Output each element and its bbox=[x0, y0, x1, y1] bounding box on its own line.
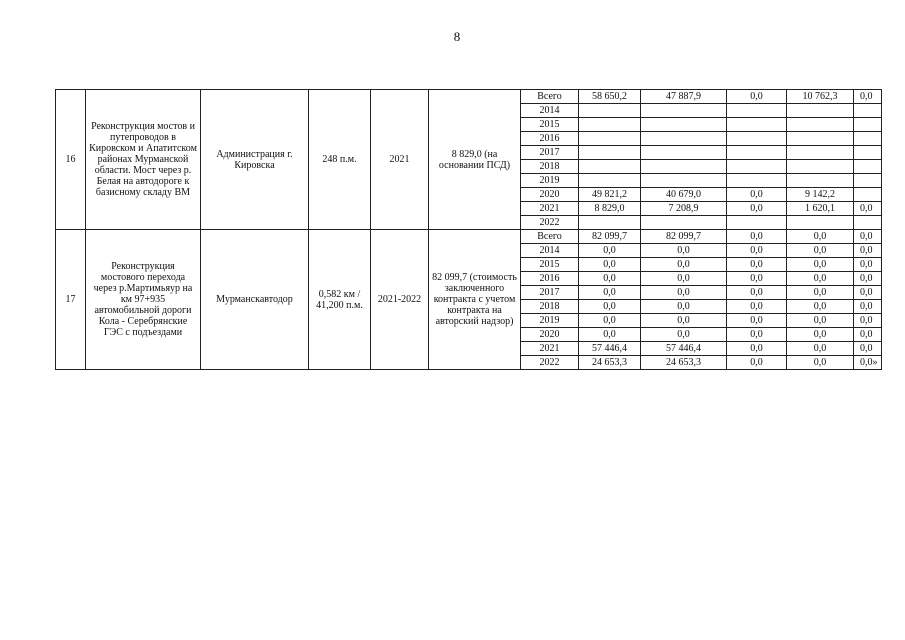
cell-municipal bbox=[787, 216, 854, 230]
cell-municipal: 0,0 bbox=[787, 244, 854, 258]
cell-year: 2021 bbox=[521, 342, 579, 356]
cell-federal bbox=[641, 104, 727, 118]
projects-table bbox=[55, 89, 882, 370]
cell-other bbox=[854, 104, 882, 118]
cell-municipal: 0,0 bbox=[787, 230, 854, 244]
cell-other: 0,0 bbox=[854, 272, 882, 286]
cell-other: 0,0 bbox=[854, 300, 882, 314]
cell-total: 49 821,2 bbox=[579, 188, 641, 202]
cell-regional bbox=[727, 216, 787, 230]
cell-year: 2020 bbox=[521, 188, 579, 202]
cell-other bbox=[854, 118, 882, 132]
cell-municipal bbox=[787, 146, 854, 160]
cell-municipal: 0,0 bbox=[787, 314, 854, 328]
table-body bbox=[56, 90, 882, 370]
cell-municipal bbox=[787, 118, 854, 132]
cell-municipal: 0,0 bbox=[787, 286, 854, 300]
cell-other bbox=[854, 188, 882, 202]
cell-total: 58 650,2 bbox=[579, 90, 641, 104]
cell-total bbox=[579, 118, 641, 132]
cell-year: 2019 bbox=[521, 174, 579, 188]
cell-regional: 0,0 bbox=[727, 244, 787, 258]
customer-name: Администрация г. Кировска bbox=[201, 90, 309, 230]
cell-municipal: 0,0 bbox=[787, 272, 854, 286]
cell-municipal: 10 762,3 bbox=[787, 90, 854, 104]
cell-federal: 0,0 bbox=[641, 314, 727, 328]
cell-municipal: 1 620,1 bbox=[787, 202, 854, 216]
cell-federal: 57 446,4 bbox=[641, 342, 727, 356]
cell-other: 0,0 bbox=[854, 342, 882, 356]
project-cost: 8 829,0 (на основании ПСД) bbox=[429, 90, 521, 230]
cell-regional bbox=[727, 160, 787, 174]
cell-federal: 82 099,7 bbox=[641, 230, 727, 244]
cell-total: 0,0 bbox=[579, 244, 641, 258]
cell-federal bbox=[641, 160, 727, 174]
project-cost: 82 099,7 (стоимость заключенного контракта с учетом контракта на авторский надзор) bbox=[429, 230, 521, 370]
cell-total bbox=[579, 216, 641, 230]
cell-federal: 0,0 bbox=[641, 244, 727, 258]
cell-total bbox=[579, 160, 641, 174]
cell-regional: 0,0 bbox=[727, 272, 787, 286]
cell-other: 0,0 bbox=[854, 328, 882, 342]
row-number: 16 bbox=[56, 90, 86, 230]
cell-federal bbox=[641, 216, 727, 230]
cell-municipal: 0,0 bbox=[787, 258, 854, 272]
cell-regional: 0,0 bbox=[727, 230, 787, 244]
cell-regional: 0,0 bbox=[727, 90, 787, 104]
cell-federal: 0,0 bbox=[641, 258, 727, 272]
cell-year: 2014 bbox=[521, 104, 579, 118]
cell-year: 2021 bbox=[521, 202, 579, 216]
cell-regional bbox=[727, 146, 787, 160]
cell-federal: 47 887,9 bbox=[641, 90, 727, 104]
project-capacity: 0,582 км / 41,200 п.м. bbox=[309, 230, 371, 370]
cell-total: 0,0 bbox=[579, 328, 641, 342]
cell-federal: 40 679,0 bbox=[641, 188, 727, 202]
cell-other: 0,0» bbox=[854, 356, 882, 370]
cell-other bbox=[854, 132, 882, 146]
cell-other bbox=[854, 160, 882, 174]
cell-municipal bbox=[787, 104, 854, 118]
cell-other bbox=[854, 174, 882, 188]
cell-other: 0,0 bbox=[854, 244, 882, 258]
project-description: Реконструкция мостов и путепроводов в Кировском и Апатитском районах Мурманской области. Мост через р. Белая на автодороге к базисному складу ВМ bbox=[86, 90, 201, 230]
cell-year: 2017 bbox=[521, 286, 579, 300]
cell-total: 82 099,7 bbox=[579, 230, 641, 244]
cell-year: 2017 bbox=[521, 146, 579, 160]
cell-municipal: 0,0 bbox=[787, 300, 854, 314]
cell-federal: 24 653,3 bbox=[641, 356, 727, 370]
cell-total: 24 653,3 bbox=[579, 356, 641, 370]
cell-municipal bbox=[787, 160, 854, 174]
cell-municipal: 0,0 bbox=[787, 342, 854, 356]
cell-year: Всего bbox=[521, 230, 579, 244]
cell-total bbox=[579, 104, 641, 118]
cell-other bbox=[854, 146, 882, 160]
cell-year: 2018 bbox=[521, 300, 579, 314]
cell-other: 0,0 bbox=[854, 202, 882, 216]
cell-year: 2022 bbox=[521, 216, 579, 230]
cell-federal bbox=[641, 146, 727, 160]
page-number: 8 bbox=[453, 29, 461, 44]
table-row bbox=[56, 90, 882, 104]
cell-year: 2016 bbox=[521, 132, 579, 146]
cell-regional: 0,0 bbox=[727, 188, 787, 202]
cell-other: 0,0 bbox=[854, 314, 882, 328]
cell-regional bbox=[727, 132, 787, 146]
cell-federal: 0,0 bbox=[641, 300, 727, 314]
project-capacity: 248 п.м. bbox=[309, 90, 371, 230]
cell-year: 2015 bbox=[521, 258, 579, 272]
cell-total: 0,0 bbox=[579, 314, 641, 328]
cell-federal: 0,0 bbox=[641, 272, 727, 286]
cell-regional bbox=[727, 118, 787, 132]
cell-regional bbox=[727, 174, 787, 188]
cell-regional: 0,0 bbox=[727, 342, 787, 356]
cell-regional: 0,0 bbox=[727, 314, 787, 328]
cell-year: 2018 bbox=[521, 160, 579, 174]
cell-regional bbox=[727, 104, 787, 118]
cell-federal bbox=[641, 174, 727, 188]
cell-regional: 0,0 bbox=[727, 356, 787, 370]
cell-total: 0,0 bbox=[579, 258, 641, 272]
cell-regional: 0,0 bbox=[727, 202, 787, 216]
cell-year: 2022 bbox=[521, 356, 579, 370]
cell-total: 0,0 bbox=[579, 286, 641, 300]
cell-federal bbox=[641, 118, 727, 132]
cell-year: 2015 bbox=[521, 118, 579, 132]
row-number: 17 bbox=[56, 230, 86, 370]
cell-total: 0,0 bbox=[579, 300, 641, 314]
cell-total bbox=[579, 174, 641, 188]
cell-other: 0,0 bbox=[854, 286, 882, 300]
cell-year: 2019 bbox=[521, 314, 579, 328]
cell-total bbox=[579, 132, 641, 146]
cell-regional: 0,0 bbox=[727, 286, 787, 300]
cell-regional: 0,0 bbox=[727, 328, 787, 342]
cell-regional: 0,0 bbox=[727, 300, 787, 314]
cell-year: Всего bbox=[521, 90, 579, 104]
cell-other bbox=[854, 216, 882, 230]
cell-regional: 0,0 bbox=[727, 258, 787, 272]
cell-other: 0,0 bbox=[854, 258, 882, 272]
cell-year: 2014 bbox=[521, 244, 579, 258]
cell-year: 2020 bbox=[521, 328, 579, 342]
project-description: Реконструкция мостового перехода через р.Мартимьяур на км 97+935 автомобильной дороги Кола - Серебрянские ГЭС с подъездами bbox=[86, 230, 201, 370]
cell-total: 8 829,0 bbox=[579, 202, 641, 216]
project-period: 2021 bbox=[371, 90, 429, 230]
cell-total: 57 446,4 bbox=[579, 342, 641, 356]
cell-municipal bbox=[787, 132, 854, 146]
cell-municipal: 0,0 bbox=[787, 356, 854, 370]
cell-total bbox=[579, 146, 641, 160]
customer-name: Мурманскавтодор bbox=[201, 230, 309, 370]
cell-municipal bbox=[787, 174, 854, 188]
cell-federal: 0,0 bbox=[641, 286, 727, 300]
cell-federal: 0,0 bbox=[641, 328, 727, 342]
project-period: 2021-2022 bbox=[371, 230, 429, 370]
cell-municipal: 0,0 bbox=[787, 328, 854, 342]
cell-total: 0,0 bbox=[579, 272, 641, 286]
cell-federal bbox=[641, 132, 727, 146]
cell-other: 0,0 bbox=[854, 90, 882, 104]
cell-other: 0,0 bbox=[854, 230, 882, 244]
cell-municipal: 9 142,2 bbox=[787, 188, 854, 202]
cell-federal: 7 208,9 bbox=[641, 202, 727, 216]
table-row bbox=[56, 230, 882, 244]
cell-year: 2016 bbox=[521, 272, 579, 286]
